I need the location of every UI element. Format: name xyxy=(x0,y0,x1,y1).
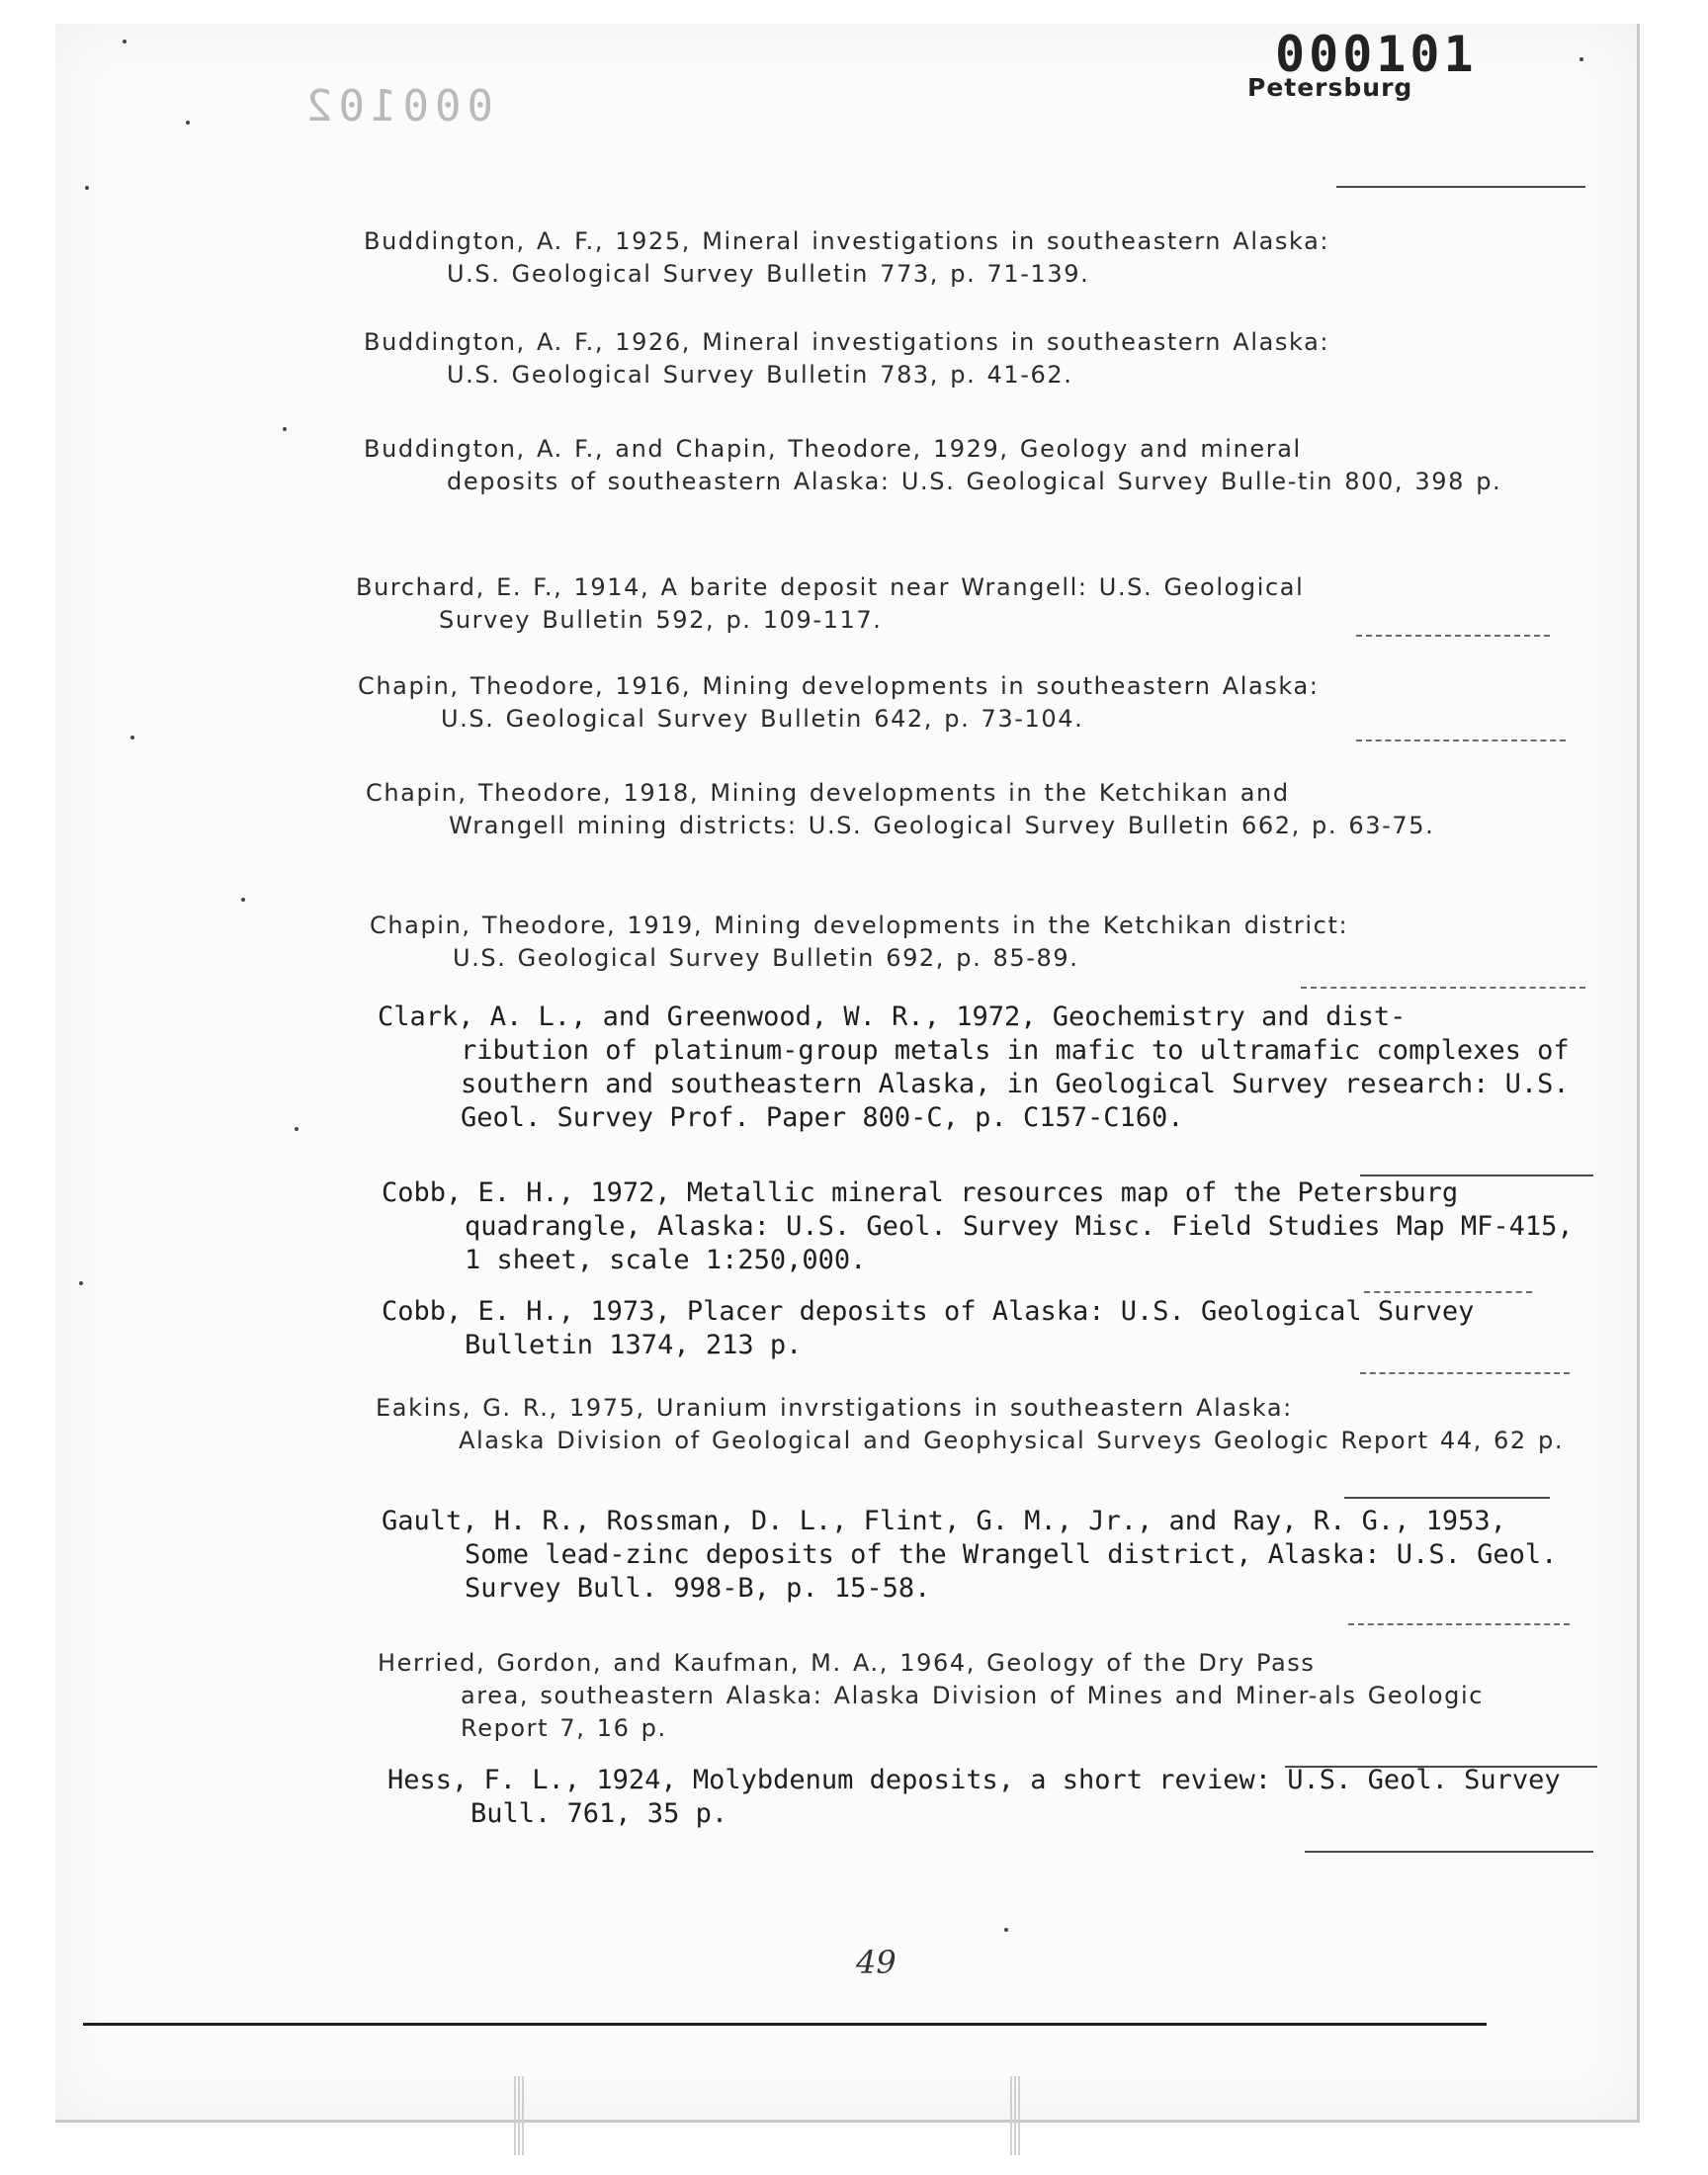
reference-continuation: ribution of platinum-group metals in mafic to ultramafic complexes of southern and southeastern Alaska, in Geological Survey research: U.S. Geol. Survey Prof. Paper 800-C, p. C157-C160. xyxy=(461,1035,1570,1133)
reference-continuation: Bulletin 1374, 213 p. xyxy=(465,1330,803,1360)
reference-entry xyxy=(382,1505,1631,1606)
reference-continuation: Wrangell mining districts: U.S. Geological Survey Bulletin 662, p. 63-75. xyxy=(449,812,1435,839)
reference-continuation: area, southeastern Alaska: Alaska Division of Mines and Miner-als Geologic Report 7, 16 p. xyxy=(461,1682,1485,1742)
reference-entry xyxy=(364,326,1613,392)
reference-continuation: Some lead-zinc deposits of the Wrangell district, Alaska: U.S. Geol. Survey Bull. 998-B, p. 15-58. xyxy=(465,1539,1558,1604)
scan-speck xyxy=(85,186,89,190)
scan-speck xyxy=(241,898,245,902)
footer-rule xyxy=(83,2023,1487,2026)
header-rule xyxy=(1336,186,1585,188)
margin-rule xyxy=(1348,1623,1570,1625)
reference-first-line: Buddington, A. F., 1925, Mineral investigations in southeastern Alaska: xyxy=(364,227,1330,255)
reference-entry xyxy=(364,433,1534,498)
scan-speck xyxy=(1004,1928,1008,1932)
reference-entry xyxy=(356,571,1605,637)
binder-mark xyxy=(514,2076,526,2155)
scan-speck xyxy=(123,40,127,44)
reference-continuation: Survey Bulletin 592, p. 109-117. xyxy=(439,606,883,634)
reference-entry xyxy=(378,1000,1578,1135)
reference-first-line: Chapin, Theodore, 1919, Mining developments in the Ketchikan district: xyxy=(370,912,1349,939)
reference-first-line: Cobb, E. H., 1972, Metallic mineral resources map of the Petersburg xyxy=(382,1177,1459,1208)
reference-continuation: Bull. 761, 35 p. xyxy=(470,1798,728,1829)
margin-rule xyxy=(1356,635,1550,637)
document-place-name: Petersburg xyxy=(1247,73,1413,102)
reference-first-line: Eakins, G. R., 1975, Uranium invrstigations in southeastern Alaska: xyxy=(376,1394,1293,1422)
reference-entry xyxy=(370,910,1619,975)
scan-speck xyxy=(1580,57,1583,61)
reference-first-line: Buddington, A. F., and Chapin, Theodore, 1929, Geology and mineral xyxy=(364,435,1302,463)
reference-first-line: Chapin, Theodore, 1916, Mining developments in southeastern Alaska: xyxy=(358,672,1320,700)
margin-rule xyxy=(1356,740,1566,741)
reference-first-line: Burchard, E. F., 1914, A barite deposit near Wrangell: U.S. Geological xyxy=(356,573,1305,601)
margin-rule xyxy=(1305,1851,1593,1853)
reference-first-line: Buddington, A. F., 1926, Mineral investigations in southeastern Alaska: xyxy=(364,328,1330,356)
binder-mark xyxy=(1010,2076,1022,2155)
reference-entry xyxy=(376,1392,1595,1457)
margin-rule xyxy=(1301,987,1585,989)
reference-continuation: U.S. Geological Survey Bulletin 773, p. 71-139. xyxy=(447,260,1090,288)
document-number: 000101 xyxy=(1275,26,1478,83)
reference-entry xyxy=(364,225,1613,291)
reference-continuation: U.S. Geological Survey Bulletin 692, p. 85-89. xyxy=(453,944,1079,972)
reference-continuation: U.S. Geological Survey Bulletin 783, p. 41-62. xyxy=(447,361,1073,389)
page-number: 49 xyxy=(856,1944,897,1981)
reference-continuation: quadrangle, Alaska: U.S. Geol. Survey Misc. Field Studies Map MF-415, 1 sheet, scale 1:250,000. xyxy=(465,1211,1574,1275)
reference-entry xyxy=(387,1764,1676,1831)
scan-speck xyxy=(295,1127,299,1131)
margin-rule xyxy=(1344,1497,1550,1499)
reference-entry xyxy=(378,1647,1578,1745)
reference-entry xyxy=(358,670,1607,736)
reference-first-line: Clark, A. L., and Greenwood, W. R., 1972, Geochemistry and dist- xyxy=(378,1001,1407,1032)
reference-entry xyxy=(366,777,1516,842)
scan-speck xyxy=(186,121,190,125)
reference-continuation: deposits of southeastern Alaska: U.S. Geological Survey Bulle-tin 800, 398 p. xyxy=(447,468,1502,495)
scan-speck xyxy=(130,736,134,740)
reference-entry xyxy=(382,1295,1631,1362)
reference-continuation: Alaska Division of Geological and Geophysical Surveys Geologic Report 44, 62 p. xyxy=(459,1427,1565,1454)
reference-first-line: Herried, Gordon, and Kaufman, M. A., 1964, Geology of the Dry Pass xyxy=(378,1649,1316,1677)
bleed-through-doc-number: 000102 xyxy=(300,81,493,131)
reference-first-line: Cobb, E. H., 1973, Placer deposits of Alaska: U.S. Geological Survey xyxy=(382,1296,1475,1327)
scan-speck xyxy=(79,1281,83,1285)
reference-entry xyxy=(382,1176,1591,1277)
reference-first-line: Chapin, Theodore, 1918, Mining developments in the Ketchikan and xyxy=(366,779,1290,807)
reference-first-line: Gault, H. R., Rossman, D. L., Flint, G. M., Jr., and Ray, R. G., 1953, xyxy=(382,1506,1506,1536)
reference-continuation: U.S. Geological Survey Bulletin 642, p. 73-104. xyxy=(441,705,1084,733)
margin-rule xyxy=(1360,1372,1570,1374)
margin-rule xyxy=(1364,1291,1532,1293)
scan-speck xyxy=(283,427,287,431)
reference-first-line: Hess, F. L., 1924, Molybdenum deposits, a short review: U.S. Geol. Survey xyxy=(387,1765,1561,1795)
